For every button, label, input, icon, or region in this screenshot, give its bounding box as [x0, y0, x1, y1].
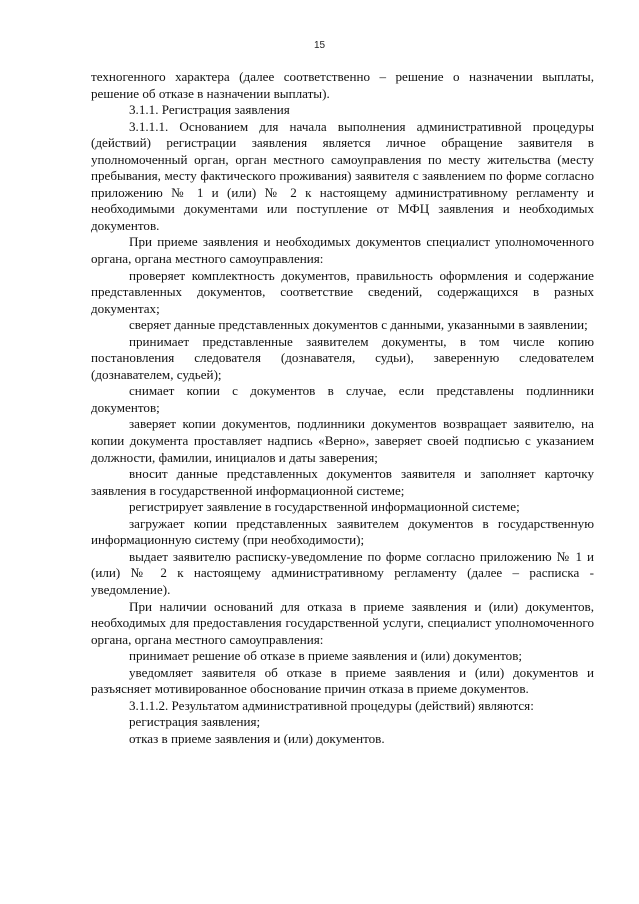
- list-item-makes-copies: снимает копии с документов в случае, если представлены подлинники документов;: [91, 383, 594, 415]
- paragraph-intro-specialist: При приеме заявления и необходимых документов специалист уполномоченного органа, органа местного самоуправления:: [91, 234, 594, 267]
- document-body: [91, 69, 594, 747]
- list-item-accepts-documents: принимает представленные заявителем документы, в том числе копию постановления следователя (дознавателя, судьи), заверенную следователем (дознавателем, судьей);: [91, 333, 594, 382]
- paragraph-3-1-1-2: 3.1.1.2. Результатом административной процедуры (действий) являются:: [129, 697, 534, 713]
- list-item-notifies-applicant: уведомляет заявителя об отказе в приеме заявления и (или) документов и разъясняет мотивированное обоснование причин отказа в приеме документов.: [91, 664, 594, 697]
- list-item-uploads-copies: загружает копии представленных заявителем документов в государственную информационную систему (при необходимости);: [91, 515, 594, 548]
- list-item-enters-data: вносит данные представленных документов заявителя и заполняет карточку заявления в государственной информационной системе;: [91, 466, 594, 498]
- list-item-issues-receipt: выдает заявителю расписку-уведомление по форме согласно приложению № 1 и (или) № 2 к настоящему административному регламенту (далее – расписка - уведомление).: [91, 548, 594, 597]
- paragraph-3-1-1-1: 3.1.1.1. Основанием для начала выполнения административной процедуры (действий) регистрации заявления является личное обращение заявителя в уполномоченный орган, орган местного самоуправления по месту жительства (месту пребывания, месту фактического проживания) заявителя с заявлением по форме согласно приложению № 1 и (или) № 2 к настоящему административному регламенту и необходимыми документами или поступление от МФЦ заявления и необходимых документов.: [91, 118, 594, 233]
- section-heading-3-1-1: 3.1.1. Регистрация заявления: [129, 102, 290, 118]
- list-item-verifies-data: сверяет данные представленных документов с данными, указанными в заявлении;: [129, 317, 588, 333]
- list-item-registers-application: регистрирует заявление в государственной информационной системе;: [129, 499, 520, 515]
- list-item-result-registration: регистрация заявления;: [129, 714, 261, 730]
- paragraph-continuation: техногенного характера (далее соответственно – решение о назначении выплаты, решение об отказе в назначении выплаты).: [91, 69, 594, 101]
- list-item-certifies-copies: заверяет копии документов, подлинники документов возвращает заявителю, на копии документа проставляет надпись «Верно», заверяет своей подписью с указанием должности, фамилии, инициалов и даты заверения;: [91, 416, 594, 465]
- list-item-checks-completeness: проверяет комплектность документов, правильность оформления и содержание представленных документов, соответствие сведений, содержащихся в разных документах;: [91, 267, 594, 316]
- list-item-result-refusal: отказ в приеме заявления и (или) документов.: [129, 730, 385, 746]
- paragraph-refusal-grounds: При наличии оснований для отказа в приеме заявления и (или) документов, необходимых для предоставления государственной услуги, специалист уполномоченного органа, органа местного самоуправления:: [91, 598, 594, 647]
- page-number: 15: [313, 40, 326, 51]
- list-item-refusal-decision: принимает решение об отказе в приеме заявления и (или) документов;: [129, 648, 523, 664]
